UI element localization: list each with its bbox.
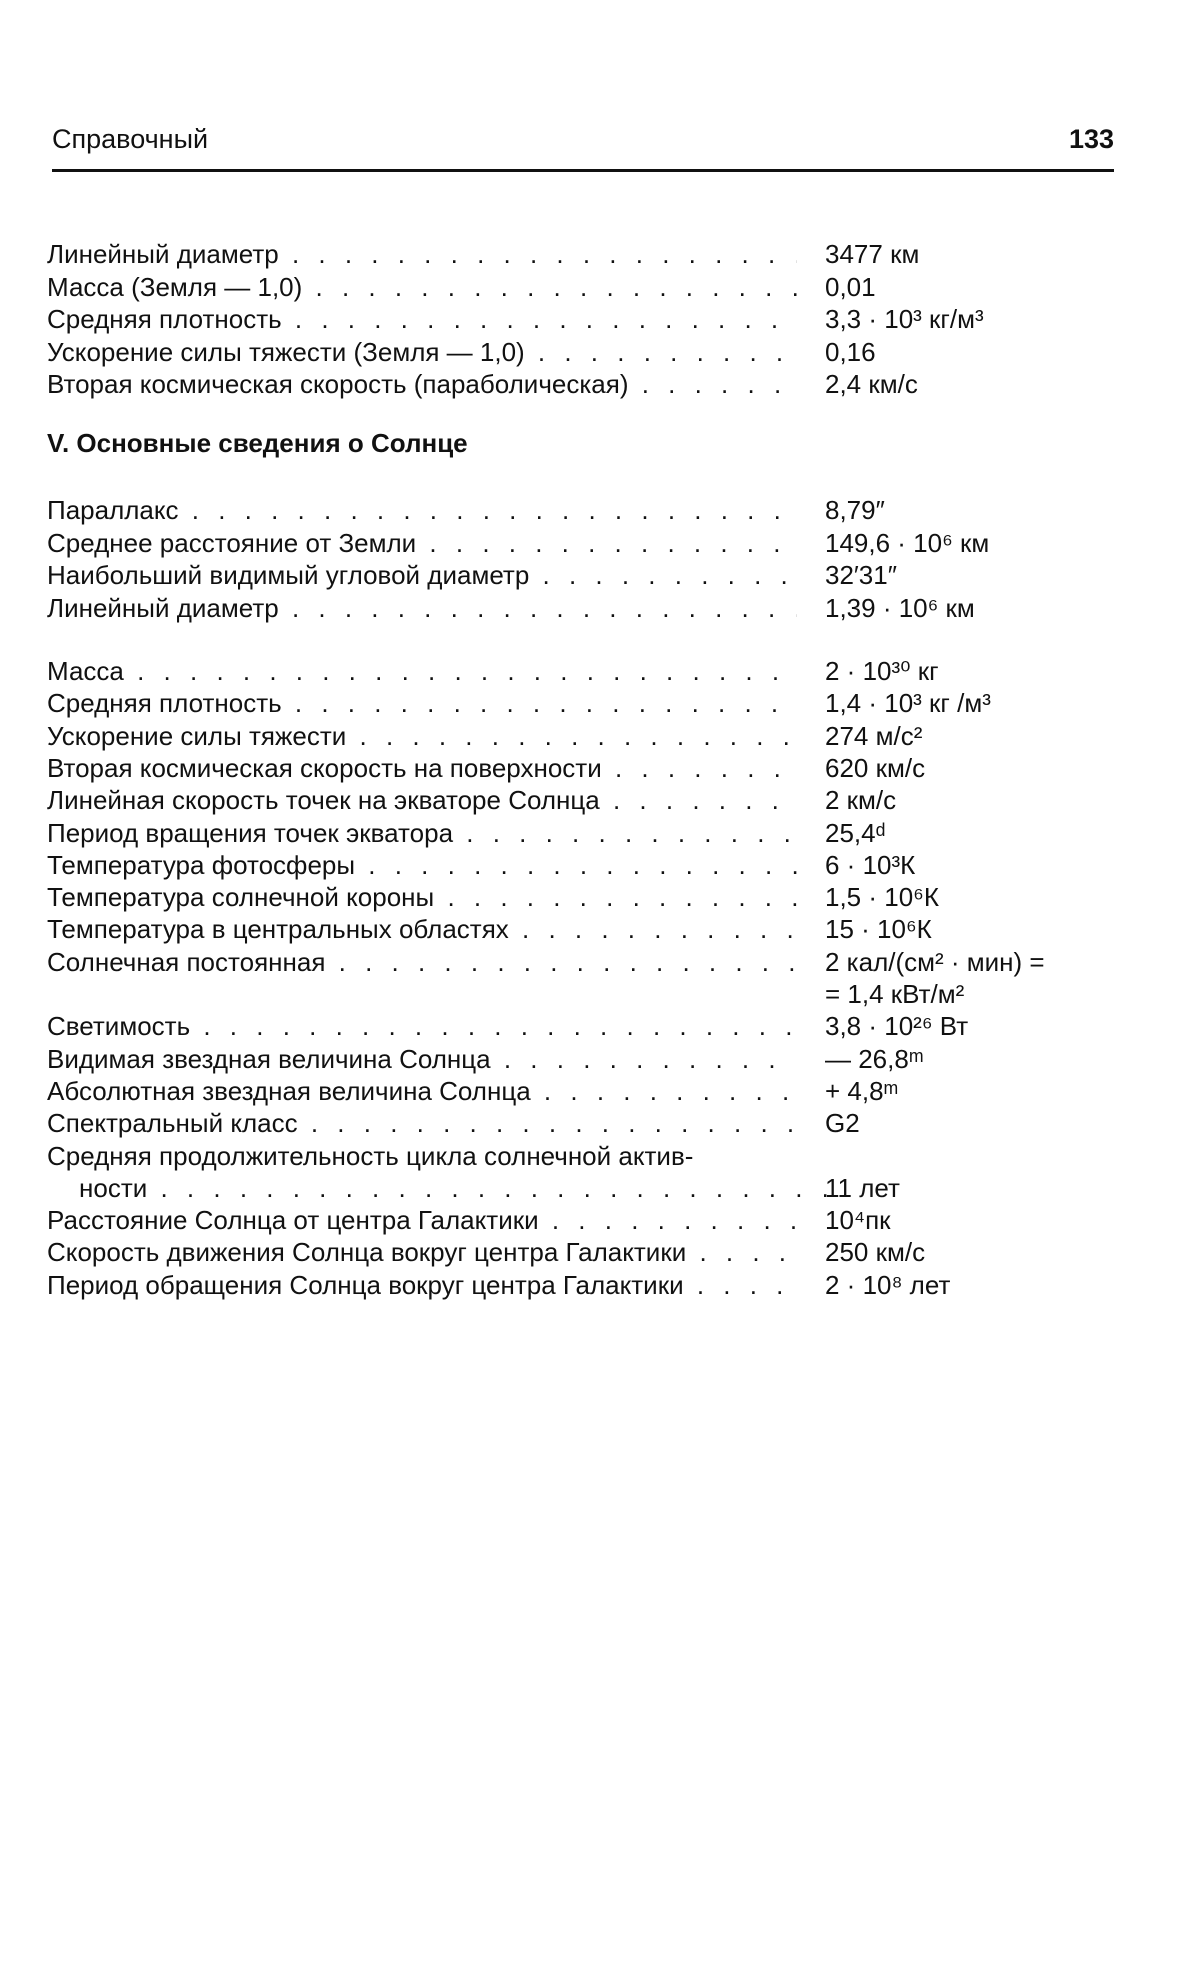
row-value: 15 · 10⁶К <box>825 914 932 945</box>
section-title: V. Основные сведения о Солнце <box>47 428 468 458</box>
row-label: Масса (Земля — 1,0) . . . <box>47 271 797 303</box>
row-label: Средняя продолжительность цикла солнечной актив- <box>47 1140 694 1171</box>
row-value: 2 · 10³⁰ кг <box>825 656 939 686</box>
table-row <box>47 271 1127 303</box>
row-value: 3,3 · 10³ кг/м³ <box>825 304 984 334</box>
table-row <box>47 368 1127 400</box>
table-row <box>47 946 1127 978</box>
table-row <box>47 1075 1127 1107</box>
row-label: Вторая космическая скорость (параболическая) . . . <box>47 368 797 400</box>
row-value: 1,4 · 10³ кг /м³ <box>825 688 991 719</box>
table-row <box>47 849 1127 881</box>
row-value: 149,6 · 10⁶ км <box>825 527 990 558</box>
row-label: Абсолютная звездная величина Солнца . . . <box>47 1075 797 1107</box>
header-rule <box>52 169 1114 172</box>
row-label: Ускорение силы тяжести (Земля — 1,0) . . . <box>47 336 797 368</box>
row-label: Масса . . . <box>47 655 797 687</box>
table-row <box>47 1010 1127 1042</box>
row-label: Температура фотосферы . . . <box>47 849 797 881</box>
row-value: 1,39 · 10⁶ км <box>825 592 975 623</box>
page-number: 133 <box>1068 124 1114 154</box>
row-label: Параллакс . . . <box>47 494 797 526</box>
table-row <box>47 1172 1127 1204</box>
row-value: 6 · 10³К <box>825 849 916 880</box>
row-value: 8,79″ <box>825 495 885 525</box>
row-value: 274 м/с² <box>825 720 923 751</box>
row-value: 3477 км <box>825 239 920 269</box>
table-row <box>47 687 1127 719</box>
row-value: 2 км/с <box>825 785 897 816</box>
row-value: 0,16 <box>825 336 876 367</box>
row-value: 1,5 · 10⁶К <box>825 882 940 913</box>
table-row <box>47 303 1127 335</box>
row-label: ности . . . <box>47 1172 829 1204</box>
row-value: 250 км/с <box>825 1237 926 1268</box>
row-label: Солнечная постоянная . . . <box>47 946 797 978</box>
row-label: Средняя плотность . . . <box>47 687 797 719</box>
row-label: Линейный диаметр . . . <box>47 592 797 624</box>
row-value: 2,4 км/с <box>825 369 918 399</box>
row-label: Температура солнечной короны . . . <box>47 881 797 913</box>
row-label: Видимая звездная величина Солнца . . . <box>47 1043 797 1075</box>
row-value: — 26,8ᵐ <box>825 1043 924 1074</box>
table-row <box>47 1204 1127 1236</box>
table-row <box>47 592 1127 624</box>
table-row <box>47 336 1127 368</box>
row-label: Вторая космическая скорость на поверхности . . . <box>47 752 797 784</box>
table-row <box>47 817 1127 849</box>
table-row <box>47 978 1127 1010</box>
row-label: Линейный диаметр . . . <box>47 238 797 270</box>
row-value: 32′31″ <box>825 560 897 590</box>
table-row <box>47 720 1127 752</box>
table-row <box>47 527 1127 559</box>
row-label: Средняя плотность . . . <box>47 303 797 335</box>
row-value: 2 · 10⁸ лет <box>825 1269 951 1300</box>
table-row <box>47 752 1127 784</box>
row-label: Наибольший видимый угловой диаметр . . . <box>47 559 797 591</box>
row-value: 620 км/с <box>825 752 926 783</box>
table-row <box>47 1236 1127 1268</box>
table-row <box>47 238 1127 270</box>
row-label: Ускорение силы тяжести . . . <box>47 720 797 752</box>
row-value: 2 кал/(см² · мин) = <box>825 946 1045 977</box>
row-label: Расстояние Солнца от центра Галактики . . . <box>47 1204 797 1236</box>
row-label: Период вращения точек экватора . . . <box>47 817 797 849</box>
row-label: Период обращения Солнца вокруг центра Галактики . . . <box>47 1269 797 1301</box>
table-row <box>47 494 1127 526</box>
row-label: Линейная скорость точек на экваторе Солнца . . . <box>47 784 797 816</box>
row-label: Светимость . . . <box>47 1010 797 1042</box>
row-value: 11 лет <box>825 1172 900 1203</box>
row-value: 0,01 <box>825 271 876 302</box>
row-value: 10⁴пк <box>825 1205 891 1236</box>
row-value: + 4,8ᵐ <box>825 1075 899 1106</box>
table-row <box>47 559 1127 591</box>
page-header <box>52 124 1114 164</box>
row-label: Спектральный класс . . . <box>47 1107 797 1139</box>
row-value: = 1,4 кВт/м² <box>825 979 965 1009</box>
row-value: 3,8 · 10²⁶ Вт <box>825 1011 969 1042</box>
running-title: Справочный <box>52 124 209 154</box>
table-row <box>47 1107 1127 1139</box>
table-row <box>47 655 1127 687</box>
table-row <box>47 1140 1127 1172</box>
row-value: 25,4ᵈ <box>825 817 886 848</box>
row-label: Температура в центральных областях . . . <box>47 913 797 945</box>
row-label: Среднее расстояние от Земли . . . <box>47 527 797 559</box>
table-row <box>47 913 1127 945</box>
row-value: G2 <box>825 1108 860 1139</box>
table-row <box>47 1043 1127 1075</box>
table-row <box>47 881 1127 913</box>
table-row <box>47 784 1127 816</box>
table-row <box>47 1269 1127 1301</box>
row-label: Скорость движения Солнца вокруг центра Галактики . . . <box>47 1236 797 1268</box>
